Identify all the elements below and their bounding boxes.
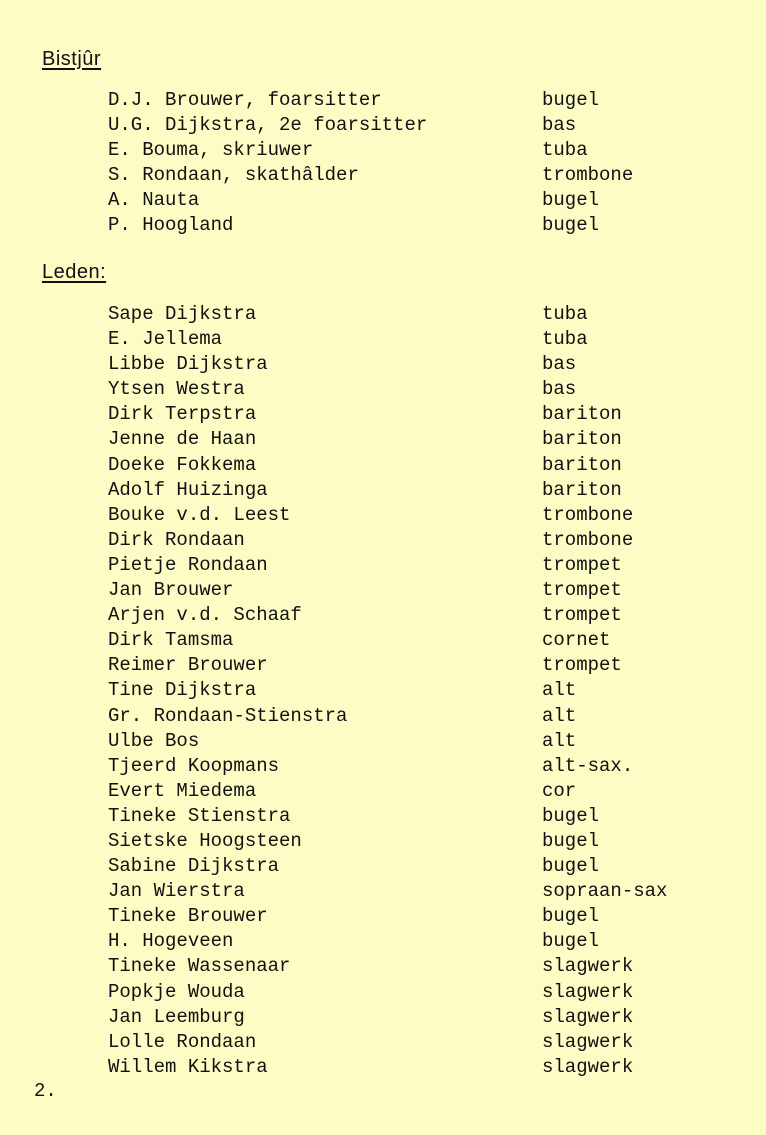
member-name: E. Jellema	[108, 328, 223, 351]
member-row	[108, 503, 708, 528]
member-name: D.J. Brouwer, foarsitter	[108, 89, 382, 111]
member-name: Bouke v.d. Leest	[108, 503, 291, 526]
member-name: Pietje Rondaan	[108, 553, 268, 576]
member-name: Dirk Terpstra	[108, 403, 257, 426]
member-name: Doeke Fokkema	[108, 453, 257, 476]
member-row	[108, 804, 708, 829]
member-name: Jan Leemburg	[108, 1005, 245, 1028]
member-row	[108, 879, 708, 904]
member-name: Arjen v.d. Schaaf	[108, 604, 302, 627]
member-instrument: cor	[542, 779, 577, 802]
member-row	[108, 603, 708, 628]
member-name: Jan Wierstra	[108, 880, 245, 903]
member-name: Gr. Rondaan-Stienstra	[108, 704, 348, 727]
member-row	[108, 377, 708, 402]
member-row	[108, 402, 708, 427]
member-instrument: bas	[542, 353, 577, 376]
member-row	[108, 779, 708, 804]
member-name: Sabine Dijkstra	[108, 855, 280, 878]
member-instrument: alt	[542, 679, 577, 702]
member-name: Ytsen Westra	[108, 378, 245, 401]
member-name: Dirk Rondaan	[108, 528, 245, 551]
member-instrument: bugel	[542, 89, 600, 111]
member-instrument: bugel	[542, 189, 600, 212]
member-name: P. Hoogland	[108, 214, 234, 237]
member-name: Reimer Brouwer	[108, 654, 268, 677]
member-row	[108, 1005, 708, 1030]
member-instrument: alt	[542, 729, 577, 752]
member-name: Lolle Rondaan	[108, 1030, 257, 1053]
member-instrument: bariton	[542, 478, 622, 501]
member-name: Tine Dijkstra	[108, 679, 257, 702]
member-instrument: slagwerk	[542, 980, 634, 1003]
member-name: Libbe Dijkstra	[108, 353, 268, 376]
member-row	[108, 980, 708, 1005]
member-row	[108, 628, 708, 653]
member-instrument: bariton	[542, 453, 622, 476]
member-name: Sietske Hoogsteen	[108, 829, 302, 852]
member-instrument: trombone	[542, 164, 634, 187]
board-member-row	[108, 138, 708, 163]
member-row	[108, 427, 708, 452]
members-heading: Leden:	[42, 261, 107, 283]
member-instrument: slagwerk	[542, 1055, 634, 1078]
member-instrument: bas	[542, 378, 577, 401]
member-instrument: bariton	[542, 428, 622, 451]
member-name: Dirk Tamsma	[108, 629, 234, 652]
page-number: 2.	[34, 1080, 57, 1102]
member-instrument: slagwerk	[542, 955, 634, 978]
member-instrument: trompet	[542, 604, 622, 627]
member-instrument: bugel	[542, 829, 600, 852]
member-instrument: trompet	[542, 553, 622, 576]
member-instrument: sopraan-sax	[542, 880, 668, 903]
member-instrument: tuba	[542, 328, 588, 351]
member-instrument: trombone	[542, 528, 634, 551]
member-row	[108, 478, 708, 503]
member-name: U.G. Dijkstra, 2e foarsitter	[108, 114, 428, 137]
member-row	[108, 854, 708, 879]
board-member-row	[108, 188, 708, 213]
member-name: H. Hogeveen	[108, 930, 234, 953]
member-row	[108, 453, 708, 478]
member-row	[108, 1055, 708, 1080]
member-instrument: bugel	[542, 804, 600, 827]
members-list	[108, 302, 708, 1080]
member-instrument: trompet	[542, 654, 622, 677]
member-row	[108, 1030, 708, 1055]
member-instrument: bas	[542, 114, 577, 137]
board-member-row	[108, 213, 708, 238]
member-name: Willem Kikstra	[108, 1055, 268, 1078]
member-name: Evert Miedema	[108, 779, 257, 802]
member-row	[108, 352, 708, 377]
member-row	[108, 553, 708, 578]
member-name: Jenne de Haan	[108, 428, 257, 451]
member-row	[108, 754, 708, 779]
member-name: A. Nauta	[108, 189, 200, 212]
member-name: Sape Dijkstra	[108, 303, 257, 325]
member-row	[108, 704, 708, 729]
member-name: Ulbe Bos	[108, 729, 200, 752]
member-instrument: bugel	[542, 214, 600, 237]
member-row	[108, 904, 708, 929]
member-name: Tineke Stienstra	[108, 804, 291, 827]
member-name: S. Rondaan, skathâlder	[108, 164, 359, 187]
board-list	[108, 88, 708, 239]
member-name: Jan Brouwer	[108, 579, 234, 602]
member-name: Popkje Wouda	[108, 980, 245, 1003]
member-name: Tineke Wassenaar	[108, 955, 291, 978]
member-row	[108, 678, 708, 703]
member-name: Tineke Brouwer	[108, 905, 268, 928]
member-instrument: bugel	[542, 930, 600, 953]
member-name: Adolf Huizinga	[108, 478, 268, 501]
member-row	[108, 954, 708, 979]
member-row	[108, 302, 708, 327]
member-row	[108, 929, 708, 954]
board-member-row	[108, 113, 708, 138]
member-instrument: bugel	[542, 905, 600, 928]
board-member-row	[108, 163, 708, 188]
member-instrument: slagwerk	[542, 1005, 634, 1028]
member-name: Tjeerd Koopmans	[108, 754, 280, 777]
member-instrument: trombone	[542, 503, 634, 526]
board-heading: Bistjûr	[42, 48, 102, 70]
member-instrument: bariton	[542, 403, 622, 426]
member-instrument: bugel	[542, 855, 600, 878]
member-instrument: tuba	[542, 303, 588, 325]
member-instrument: cornet	[542, 629, 611, 652]
member-row	[108, 528, 708, 553]
member-instrument: alt-sax.	[542, 754, 634, 777]
member-row	[108, 729, 708, 754]
board-member-row	[108, 88, 708, 113]
member-instrument: slagwerk	[542, 1030, 634, 1053]
member-instrument: tuba	[542, 139, 588, 162]
member-row	[108, 653, 708, 678]
member-name: E. Bouma, skriuwer	[108, 139, 314, 162]
member-row	[108, 327, 708, 352]
member-row	[108, 829, 708, 854]
member-instrument: alt	[542, 704, 577, 727]
member-row	[108, 578, 708, 603]
member-instrument: trompet	[542, 579, 622, 602]
